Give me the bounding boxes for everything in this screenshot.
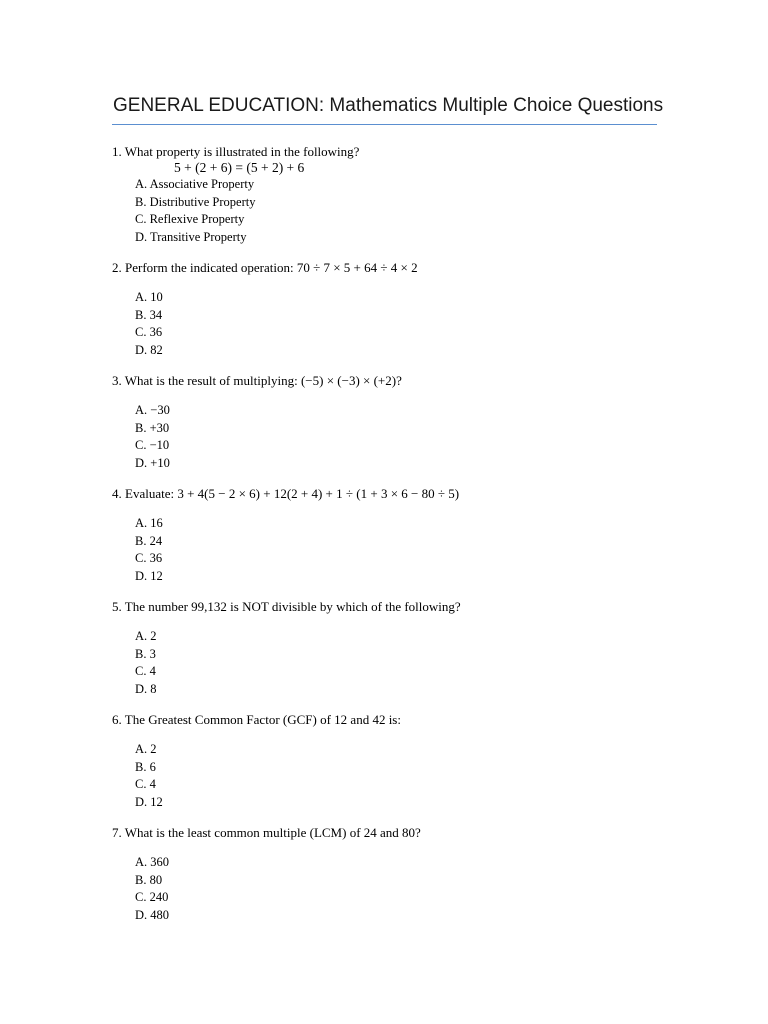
option-a: A. 16 (135, 516, 163, 530)
option-b: B. 80 (135, 872, 163, 887)
answer-options (135, 628, 672, 698)
answer-options (135, 854, 672, 924)
question-6 (112, 711, 672, 811)
option-c: C. −10 (135, 438, 170, 453)
option-a: A. 2 (135, 742, 157, 756)
answer-options (135, 515, 672, 585)
option-b: B. +30 (135, 420, 170, 435)
question-7 (112, 824, 672, 924)
question-text: 7. What is the least common multiple (LCM) of 24 and 80? (112, 825, 421, 840)
option-b: B. Distributive Property (135, 194, 256, 209)
question-1 (112, 143, 672, 246)
option-c: C. 240 (135, 890, 169, 905)
option-b: B. 6 (135, 759, 156, 774)
question-5 (112, 598, 672, 698)
answer-options (135, 176, 672, 246)
option-a: A. 2 (135, 629, 157, 643)
option-b: B. 3 (135, 646, 156, 661)
option-c: C. 4 (135, 777, 156, 792)
option-b: B. 34 (135, 307, 163, 322)
question-text: 3. What is the result of multiplying: (−5) × (−3) × (+2)? (112, 373, 402, 388)
option-a: A. 360 (135, 855, 170, 869)
option-d: D. Transitive Property (135, 229, 247, 244)
option-a: A. −30 (135, 403, 170, 417)
option-c: C. Reflexive Property (135, 212, 245, 227)
document-title: GENERAL EDUCATION: Mathematics Multiple Choice Questions (113, 95, 664, 116)
question-text: 6. The Greatest Common Factor (GCF) of 12 and 42 is: (112, 712, 401, 727)
question-3 (112, 372, 672, 472)
answer-options (135, 289, 672, 359)
option-a: A. Associative Property (135, 177, 255, 191)
answer-options (135, 741, 672, 811)
question-4 (112, 485, 672, 585)
question-text: 5. The number 99,132 is NOT divisible by which of the following? (112, 599, 461, 614)
answer-options (135, 402, 672, 472)
option-a: A. 10 (135, 290, 163, 304)
question-text: 4. Evaluate: 3 + 4(5 − 2 × 6) + 12(2 + 4) + 1 ÷ (1 + 3 × 6 − 80 ÷ 5) (112, 486, 460, 501)
question-expression: 5 + (2 + 6) = (5 + 2) + 6 (174, 160, 305, 175)
option-d: D. +10 (135, 455, 170, 470)
option-d: D. 8 (135, 681, 157, 696)
option-b: B. 24 (135, 533, 163, 548)
option-d: D. 480 (135, 907, 170, 922)
option-d: D. 82 (135, 342, 163, 357)
question-text: 2. Perform the indicated operation: 70 ÷ 7 × 5 + 64 ÷ 4 × 2 (112, 260, 418, 275)
option-d: D. 12 (135, 794, 163, 809)
question-text: 1. What property is illustrated in the following? (112, 144, 360, 159)
question-2 (112, 259, 672, 359)
option-d: D. 12 (135, 568, 163, 583)
option-c: C. 4 (135, 664, 156, 679)
option-c: C. 36 (135, 551, 163, 566)
option-c: C. 36 (135, 325, 163, 340)
title-underline (112, 124, 657, 125)
